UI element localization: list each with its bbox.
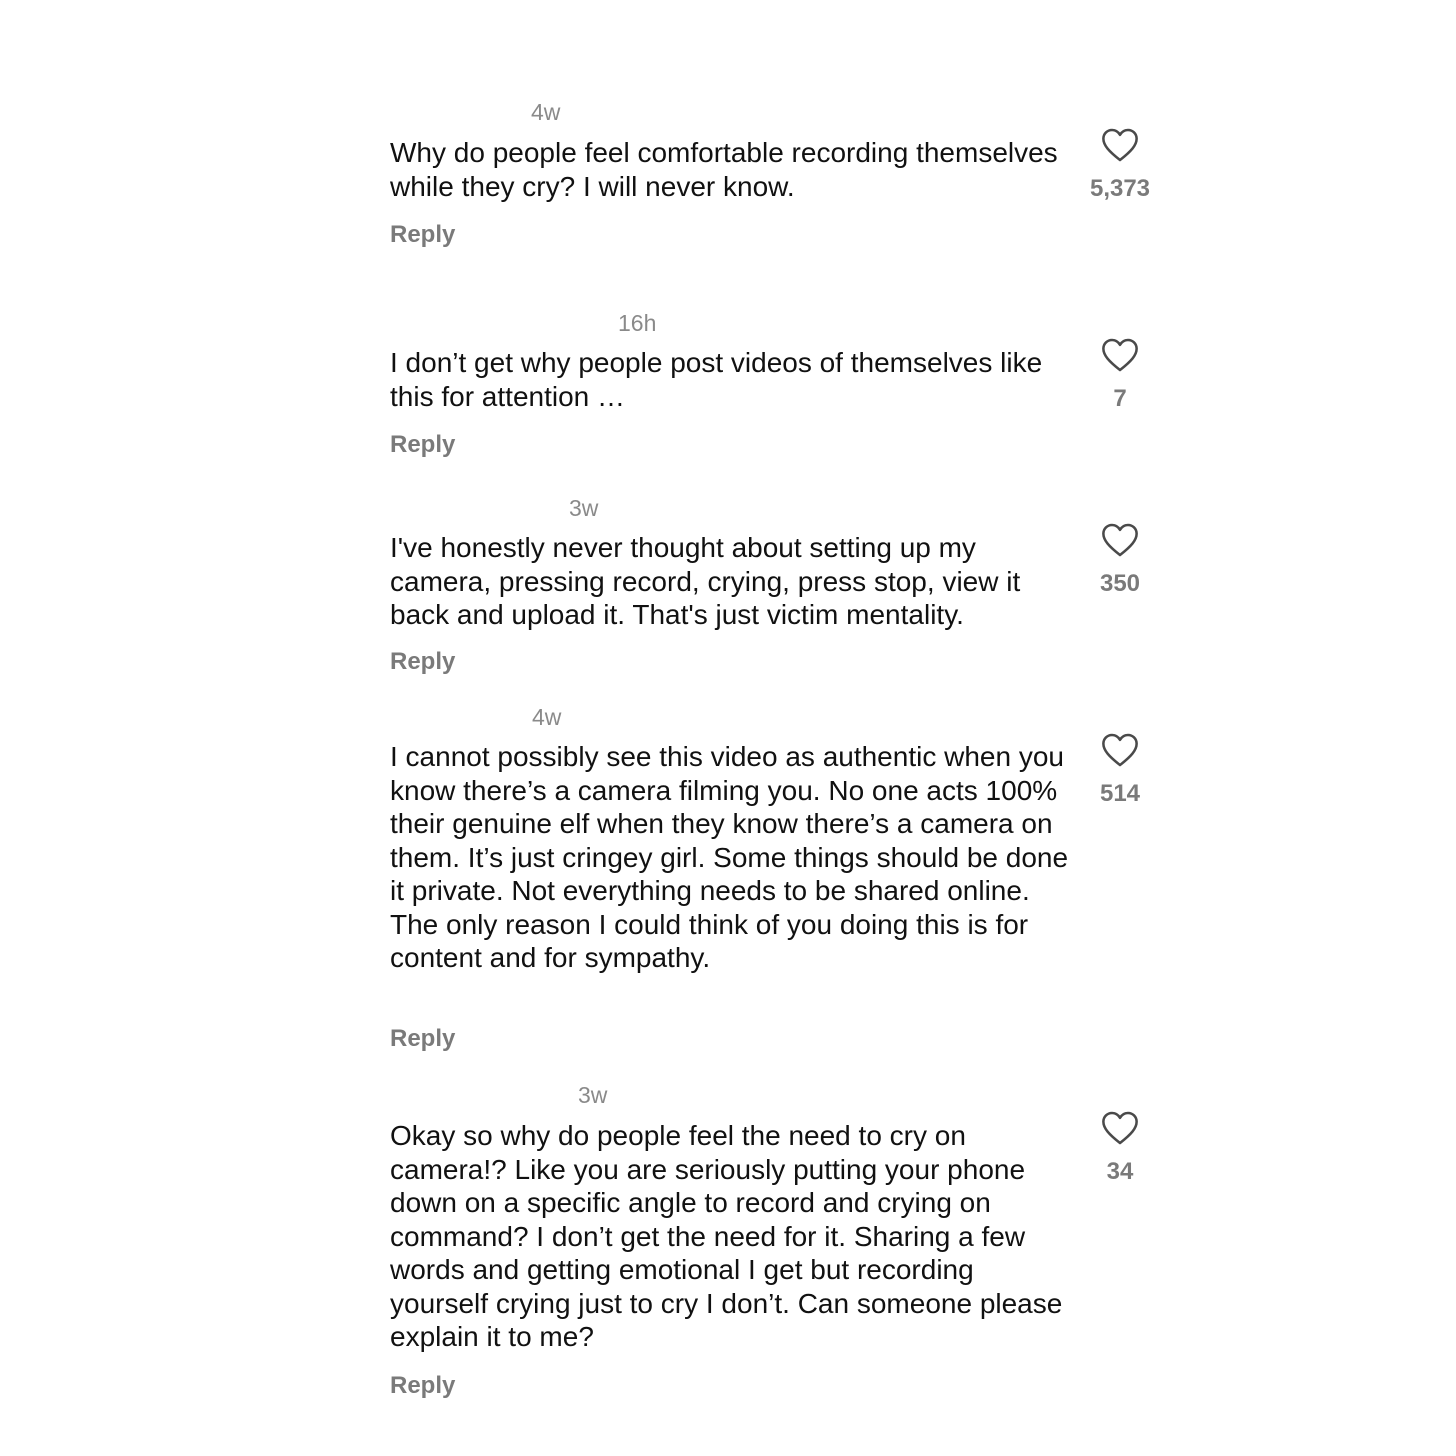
reply-button[interactable]: Reply: [390, 1025, 456, 1052]
heart-outline-icon[interactable]: [1101, 337, 1139, 373]
comment-timestamp: 16h: [618, 310, 657, 336]
reply-button[interactable]: Reply: [390, 221, 456, 248]
comment-text: Okay so why do people feel the need to cry on camera!? Like you are seriously putting your phone down on a specific angle to record and crying on command? I don’t get the need for it. Sharing a few words and getting emotional I get but recording yourself crying just to cry I don’t. Can someone please explain it to me?: [390, 1120, 1063, 1352]
comment-text: Why do people feel comfortable recording themselves while they cry? I will never know.: [390, 137, 1058, 202]
like-count: 34: [1106, 1158, 1134, 1185]
like-control: [1070, 1110, 1170, 1186]
like-control: [1070, 522, 1170, 598]
like-count: 514: [1099, 780, 1141, 807]
like-count: 7: [1113, 385, 1127, 412]
comment-timestamp: 3w: [578, 1082, 608, 1108]
heart-outline-icon[interactable]: [1101, 732, 1139, 768]
like-control: [1070, 337, 1170, 413]
comment-timestamp: 4w: [531, 99, 561, 125]
like-count: 350: [1099, 570, 1141, 597]
like-control: [1070, 127, 1170, 203]
reply-button[interactable]: Reply: [390, 1372, 456, 1399]
comment-text: I cannot possibly see this video as authentic when you know there’s a camera filming you. No one acts 100% their genuine elf when they know there’s a camera on them. It’s just cringey girl. Some things should be done it private. Not everything needs to be shared online. The only reason I could think of you doing this is for content and for sympathy.: [390, 741, 1069, 973]
heart-outline-icon[interactable]: [1101, 1110, 1139, 1146]
heart-outline-icon[interactable]: [1101, 522, 1139, 558]
reply-button[interactable]: Reply: [390, 431, 456, 458]
comment-timestamp: 3w: [569, 495, 599, 521]
heart-outline-icon[interactable]: [1101, 127, 1139, 163]
reply-button[interactable]: Reply: [390, 648, 456, 675]
comment-timestamp: 4w: [532, 704, 562, 730]
like-count: 5,373: [1089, 175, 1151, 202]
comment-text: I've honestly never thought about setting up my camera, pressing record, crying, press stop, view it back and upload it. That's just victim mentality.: [390, 532, 1021, 630]
comment-text: I don’t get why people post videos of themselves like this for attention …: [390, 347, 1043, 412]
like-control: [1070, 732, 1170, 808]
